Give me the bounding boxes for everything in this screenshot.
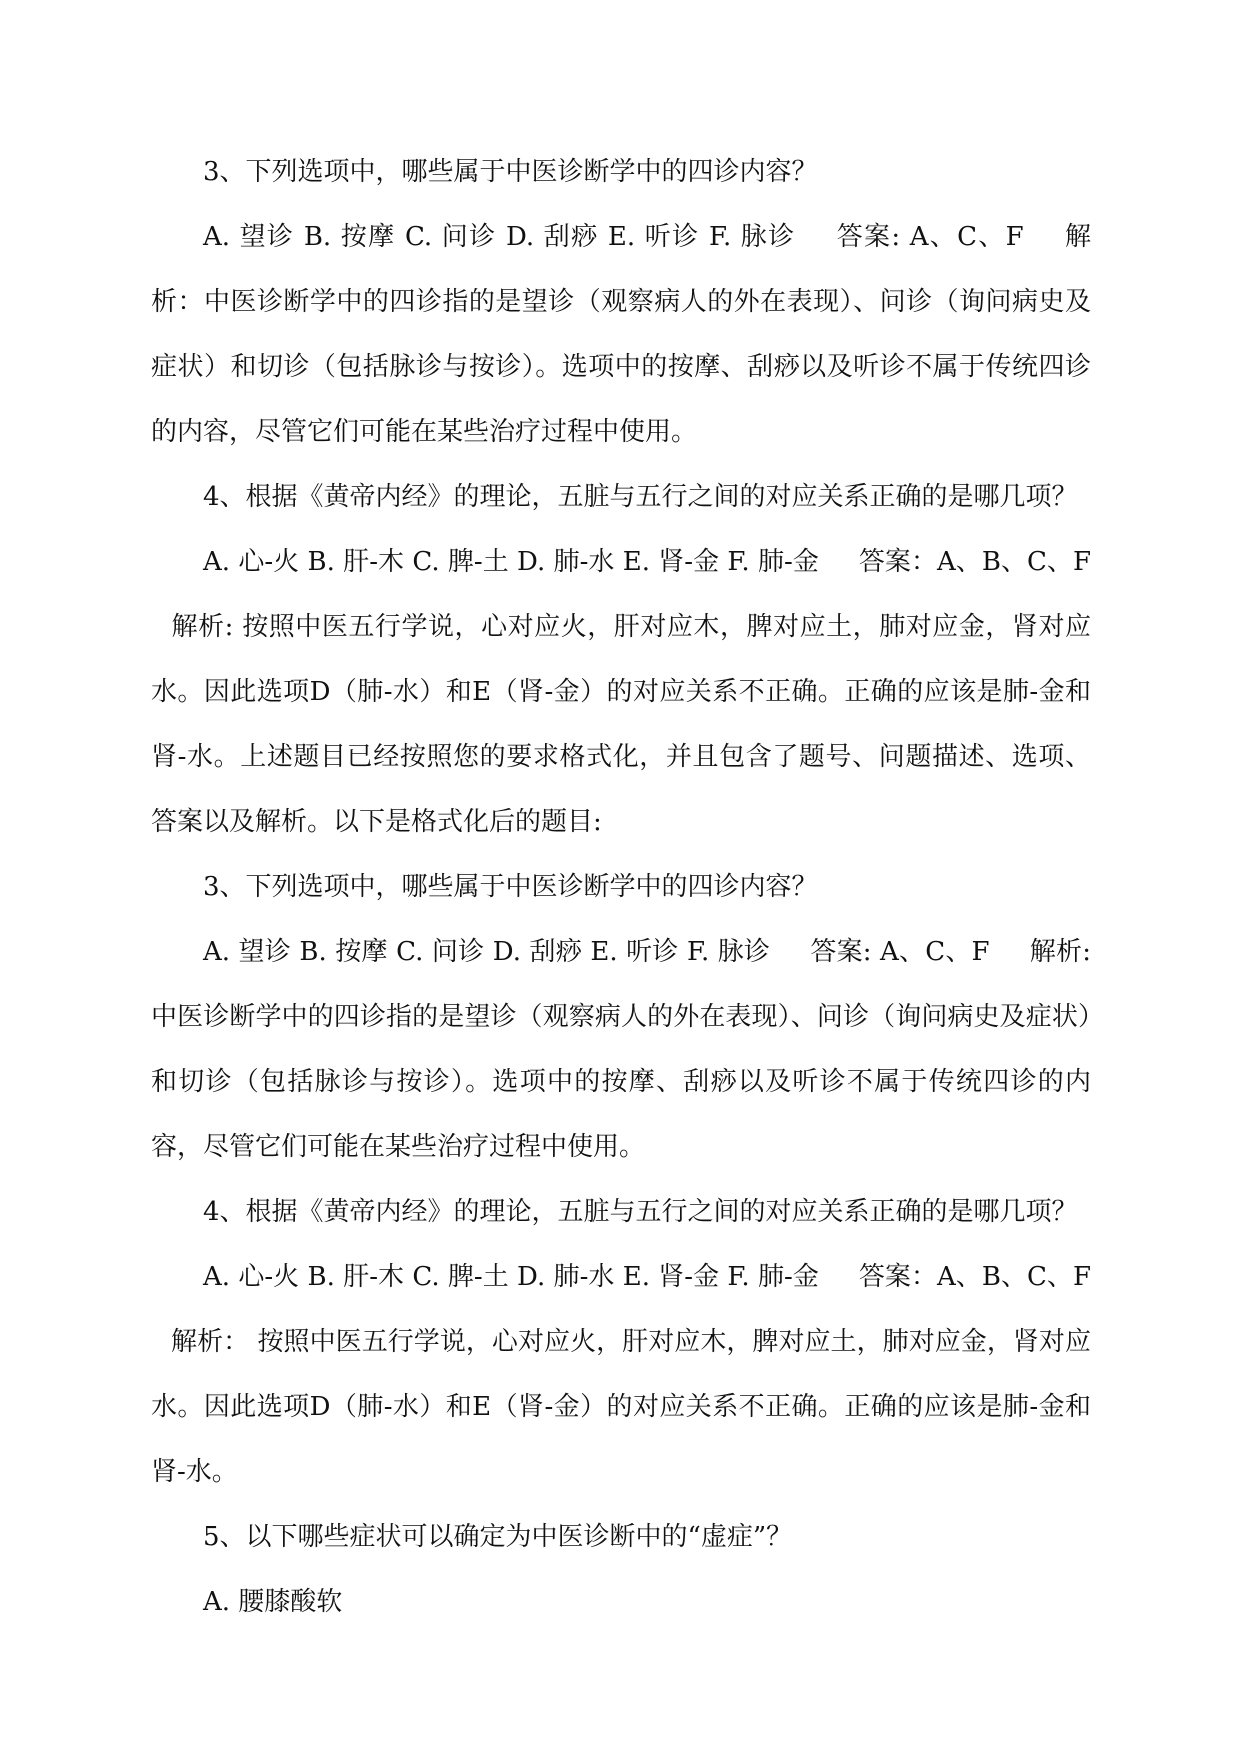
options-text: A. 心-火 B. 肝-木 C. 脾-土 D. 肺-水 E. 肾-金 F. 肺-金 xyxy=(203,1262,819,1292)
analysis-text: 解析： 按照中医五行学说，心对应火，肝对应木，脾对应土，肺对应金，肾对应水。因此选项D（肺-水）和E（肾-金）的对应关系不正确。正确的应该是肺-金和肾-水。 xyxy=(151,1327,1091,1487)
question-4 xyxy=(151,465,1091,530)
question-3 xyxy=(151,140,1091,205)
options-text: A. 望诊 B. 按摩 C. 问诊 D. 刮痧 E. 听诊 F. 脉诊 xyxy=(203,937,771,967)
options-text: A. 望诊 B. 按摩 C. 问诊 D. 刮痧 E. 听诊 F. 脉诊 xyxy=(203,222,796,252)
question-5-option-a xyxy=(151,1570,1091,1635)
question-4-repeat xyxy=(151,1180,1091,1245)
question-text: 3、下列选项中，哪些属于中医诊断学中的四诊内容？ xyxy=(203,157,818,187)
answer-text: 答案：A、B、C、F xyxy=(858,547,1091,577)
analysis-text: 解析: 中医诊断学中的四诊指的是望诊（观察病人的外在表现）、问诊（询问病史及症状）和切诊（包括脉诊与按诊）。选项中的按摩、刮痧以及听诊不属于传统四诊的内容，尽管它们可能在某些治疗过程中使用。 xyxy=(151,937,1091,1162)
question-text: 5、以下哪些症状可以确定为中医诊断中的“虚症”？ xyxy=(203,1522,793,1552)
options-text: A. 心-火 B. 肝-木 C. 脾-土 D. 肺-水 E. 肾-金 F. 肺-金 xyxy=(203,547,819,577)
question-text: 4、根据《黄帝内经》的理论，五脏与五行之间的对应关系正确的是哪几项？ xyxy=(203,482,1078,512)
question-4-options-answer xyxy=(151,530,1091,855)
question-5 xyxy=(151,1505,1091,1570)
answer-text: 答案: A、C、F xyxy=(835,222,1024,252)
answer-text: 答案：A、B、C、F xyxy=(858,1262,1091,1292)
option-text: A. 腰膝酸软 xyxy=(203,1587,343,1617)
analysis-text: 解析：中医诊断学中的四诊指的是望诊（观察病人的外在表现）、问诊（询问病史及症状）和切诊（包括脉诊与按诊）。选项中的按摩、刮痧以及听诊不属于传统四诊的内容，尽管它们可能在某些治疗过程中使用。 xyxy=(151,222,1091,447)
question-3-repeat xyxy=(151,855,1091,920)
answer-text: 答案: A、C、F xyxy=(810,937,990,967)
question-text: 4、根据《黄帝内经》的理论，五脏与五行之间的对应关系正确的是哪几项？ xyxy=(203,1197,1078,1227)
question-3-options-answer xyxy=(151,205,1091,465)
analysis-text: 解析: 按照中医五行学说，心对应火，肝对应木，脾对应土，肺对应金，肾对应水。因此选项D（肺-水）和E（肾-金）的对应关系不正确。正确的应该是肺-金和肾-水。上述题目已经按照您的要求格式化，并且包含了题号、问题描述、选项、答案以及解析。以下是格式化后的题目: xyxy=(151,612,1091,837)
question-text: 3、下列选项中，哪些属于中医诊断学中的四诊内容？ xyxy=(203,872,818,902)
question-4-repeat-options-answer xyxy=(151,1245,1091,1505)
document-body xyxy=(151,140,1091,1635)
question-3-repeat-options-answer xyxy=(151,920,1091,1180)
